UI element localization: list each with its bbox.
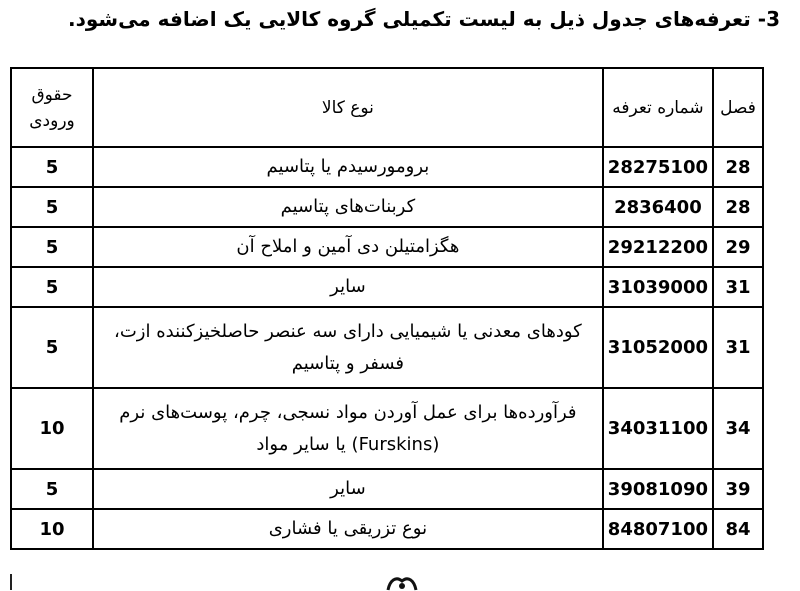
table-row bbox=[11, 227, 763, 267]
table-row bbox=[11, 388, 763, 469]
header-goods-type: نوع کالا bbox=[93, 68, 603, 147]
header-chapter: فصل bbox=[713, 68, 763, 147]
goods-name-cell: هگزامتیلن دی آمین و املاح آن bbox=[93, 227, 603, 267]
table-row bbox=[11, 509, 763, 549]
table-row bbox=[11, 307, 763, 388]
tariff-code-cell: 28275100 bbox=[603, 147, 713, 187]
tariff-table bbox=[10, 67, 764, 550]
duty-cell: 10 bbox=[11, 388, 93, 469]
tariff-code-cell: 29212200 bbox=[603, 227, 713, 267]
duty-cell: 5 bbox=[11, 469, 93, 509]
duty-cell: 5 bbox=[11, 227, 93, 267]
goods-name-cell: نوع تزریقی یا فشاری bbox=[93, 509, 603, 549]
table-row bbox=[11, 267, 763, 307]
table-header-row bbox=[11, 68, 763, 147]
chapter-cell: 39 bbox=[713, 469, 763, 509]
page-edge-mark bbox=[10, 574, 12, 590]
chapter-cell: 29 bbox=[713, 227, 763, 267]
chapter-cell: 84 bbox=[713, 509, 763, 549]
chapter-cell: 28 bbox=[713, 187, 763, 227]
chapter-cell: 31 bbox=[713, 307, 763, 388]
goods-name-cell: سایر bbox=[93, 267, 603, 307]
duty-cell: 5 bbox=[11, 147, 93, 187]
goods-name-cell: کودهای معدنی یا شیمیایی دارای سه عنصر حاصلخیزکننده ازت، فسفر و پتاسیم bbox=[93, 307, 603, 388]
tariff-code-cell: 2836400 bbox=[603, 187, 713, 227]
tariff-code-cell: 31039000 bbox=[603, 267, 713, 307]
table-row bbox=[11, 147, 763, 187]
goods-name-cell: فرآورده‌ها برای عمل آوردن مواد نسجی، چرم، پوست‌های نرم (Furskins) یا سایر مواد bbox=[93, 388, 603, 469]
header-import-duty: حقوق ورودی bbox=[11, 68, 93, 147]
duty-cell: 5 bbox=[11, 307, 93, 388]
goods-name-cell: برومورسیدم یا پتاسیم bbox=[93, 147, 603, 187]
tariff-code-cell: 34031100 bbox=[603, 388, 713, 469]
goods-name-cell: کربنات‌های پتاسیم bbox=[93, 187, 603, 227]
table-row bbox=[11, 187, 763, 227]
emblem-icon bbox=[384, 572, 420, 591]
tariff-code-cell: 31052000 bbox=[603, 307, 713, 388]
table-row bbox=[11, 469, 763, 509]
chapter-cell: 28 bbox=[713, 147, 763, 187]
goods-name-cell: سایر bbox=[93, 469, 603, 509]
tariff-code-cell: 39081090 bbox=[603, 469, 713, 509]
header-tariff-code: شماره تعرفه bbox=[603, 68, 713, 147]
tariff-code-cell: 84807100 bbox=[603, 509, 713, 549]
duty-cell: 10 bbox=[11, 509, 93, 549]
duty-cell: 5 bbox=[11, 187, 93, 227]
chapter-cell: 34 bbox=[713, 388, 763, 469]
duty-cell: 5 bbox=[11, 267, 93, 307]
page-heading: 3- تعرفه‌های جدول ذیل به لیست تکمیلی گروه کالایی یک اضافه می‌شود. bbox=[68, 7, 780, 31]
chapter-cell: 31 bbox=[713, 267, 763, 307]
